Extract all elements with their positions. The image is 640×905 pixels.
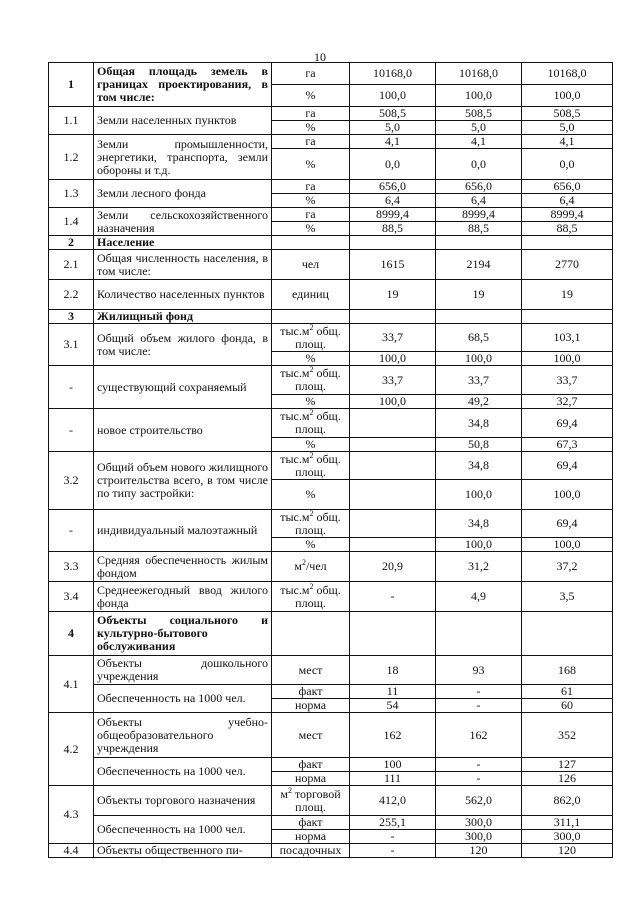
value-cell: 2194 [436, 250, 522, 280]
value-cell: 18 [350, 656, 436, 685]
value-cell [350, 510, 436, 538]
unit-cell: % [272, 149, 350, 180]
value-cell: 68,5 [436, 324, 522, 352]
row-number: 2 [49, 236, 94, 250]
unit-cell: % [272, 85, 350, 107]
row-number: 4.2 [49, 713, 94, 786]
unit-cell: га [272, 208, 350, 222]
unit-cell: чел [272, 250, 350, 280]
value-cell [522, 236, 613, 250]
table-row [49, 366, 613, 395]
value-cell [436, 310, 522, 324]
unit-cell: мест [272, 656, 350, 685]
value-cell: 19 [350, 280, 436, 310]
table-row [49, 107, 613, 121]
value-cell: 19 [436, 280, 522, 310]
row-description: Объекты дошкольного учреждения [94, 656, 272, 685]
value-cell: - [436, 699, 522, 713]
value-cell: 508,5 [522, 107, 613, 121]
unit-cell: факт [272, 758, 350, 772]
value-cell [522, 310, 613, 324]
value-cell: 100,0 [436, 538, 522, 552]
value-cell: 54 [350, 699, 436, 713]
unit-cell: % [272, 194, 350, 208]
row-description: Среднеежегодный ввод жилого фонда [94, 582, 272, 612]
unit-cell: $тыс.м^2$ общ. площ. [272, 582, 350, 612]
unit-cell: $тыс.м^2$ общ. площ. [272, 452, 350, 480]
row-description: Земли населенных пунктов [94, 107, 272, 135]
row-number: 1.2 [49, 135, 94, 180]
value-cell: - [350, 844, 436, 858]
value-cell: - [436, 772, 522, 786]
value-cell: 300,0 [436, 816, 522, 830]
row-description: Объекты общественного пи- [94, 844, 272, 858]
row-description: Обеспеченность на 1000 чел. [94, 685, 272, 713]
unit-cell: % [272, 121, 350, 135]
value-cell: 862,0 [522, 786, 613, 816]
row-number: 4.3 [49, 786, 94, 844]
table-row [49, 324, 613, 352]
unit-cell: % [272, 222, 350, 236]
value-cell: 0,0 [436, 149, 522, 180]
row-description: Общий объем нового жилищного строительства всего, в том числе по типу застройки: [94, 452, 272, 510]
unit-cell: га [272, 63, 350, 85]
table-row [49, 135, 613, 149]
value-cell: 656,0 [436, 180, 522, 194]
unit-cell: $тыс.м^2$ общ. площ. [272, 366, 350, 395]
value-cell: 656,0 [522, 180, 613, 194]
value-cell: 69,4 [522, 409, 613, 438]
row-description: Общая площадь земель в границах проектирования, в том числе: [94, 63, 272, 107]
value-cell: 127 [522, 758, 613, 772]
value-cell: 412,0 [350, 786, 436, 816]
unit-cell: мест [272, 713, 350, 758]
value-cell: 6,4 [436, 194, 522, 208]
value-cell: 168 [522, 656, 613, 685]
value-cell: 0,0 [522, 149, 613, 180]
value-cell: 49,2 [436, 395, 522, 409]
value-cell: 5,0 [436, 121, 522, 135]
value-cell: 100,0 [522, 538, 613, 552]
table-row [49, 510, 613, 538]
value-cell: 32,7 [522, 395, 613, 409]
page-number: 10 [314, 50, 326, 64]
unit-cell: норма [272, 830, 350, 844]
value-cell: 100,0 [522, 480, 613, 510]
row-description: существующий сохраняемый [94, 366, 272, 409]
row-number: 3 [49, 310, 94, 324]
row-number: 3.4 [49, 582, 94, 612]
value-cell: 5,0 [350, 121, 436, 135]
value-cell: 120 [436, 844, 522, 858]
unit-cell: $тыс.м^2$ общ. площ. [272, 409, 350, 438]
value-cell: 100,0 [436, 85, 522, 107]
value-cell [522, 612, 613, 656]
value-cell: 656,0 [350, 180, 436, 194]
value-cell: 103,1 [522, 324, 613, 352]
row-number: 1.3 [49, 180, 94, 208]
value-cell: 300,0 [522, 830, 613, 844]
row-number: 3.2 [49, 452, 94, 510]
unit-cell: $тыс.м^2$ общ. площ. [272, 324, 350, 352]
table-row [49, 180, 613, 194]
value-cell [350, 612, 436, 656]
value-cell: 88,5 [436, 222, 522, 236]
value-cell: 69,4 [522, 510, 613, 538]
value-cell: 126 [522, 772, 613, 786]
value-cell: 34,8 [436, 510, 522, 538]
value-cell [350, 538, 436, 552]
value-cell [436, 236, 522, 250]
value-cell: 508,5 [350, 107, 436, 121]
table-row [49, 758, 613, 772]
value-cell: - [436, 685, 522, 699]
row-number: - [49, 409, 94, 452]
value-cell: 100,0 [350, 352, 436, 366]
value-cell: 5,0 [522, 121, 613, 135]
value-cell: 8999,4 [350, 208, 436, 222]
row-number: 3.3 [49, 552, 94, 582]
table-row [49, 816, 613, 830]
unit-cell [272, 310, 350, 324]
table-row [49, 612, 613, 656]
table-row [49, 63, 613, 85]
value-cell: 50,8 [436, 438, 522, 452]
value-cell: 508,5 [436, 107, 522, 121]
value-cell: 10168,0 [522, 63, 613, 85]
value-cell: 120 [522, 844, 613, 858]
row-description: новое строительство [94, 409, 272, 452]
unit-cell: посадочных [272, 844, 350, 858]
table-row [49, 713, 613, 758]
value-cell: 11 [350, 685, 436, 699]
value-cell: 352 [522, 713, 613, 758]
value-cell: 100,0 [350, 85, 436, 107]
value-cell: 61 [522, 685, 613, 699]
table-row [49, 236, 613, 250]
value-cell: 162 [436, 713, 522, 758]
row-number: 3.1 [49, 324, 94, 366]
unit-cell: факт [272, 685, 350, 699]
unit-cell: $м^2$ торговой площ. [272, 786, 350, 816]
row-description: Земли лесного фонда [94, 180, 272, 208]
table-row [49, 685, 613, 699]
value-cell: 93 [436, 656, 522, 685]
value-cell: 33,7 [350, 324, 436, 352]
table-row [49, 409, 613, 438]
unit-cell: га [272, 107, 350, 121]
table-row [49, 250, 613, 280]
table-row [49, 280, 613, 310]
row-description: Общая численность населения, в том числе: [94, 250, 272, 280]
value-cell: 2770 [522, 250, 613, 280]
row-number: 4.4 [49, 844, 94, 858]
row-number: 2.1 [49, 250, 94, 280]
value-cell: 10168,0 [436, 63, 522, 85]
unit-cell [272, 612, 350, 656]
value-cell: - [350, 830, 436, 844]
value-cell: 4,9 [436, 582, 522, 612]
value-cell: 100,0 [350, 395, 436, 409]
row-number: 4.1 [49, 656, 94, 713]
value-cell: 19 [522, 280, 613, 310]
unit-cell: единиц [272, 280, 350, 310]
unit-cell: норма [272, 699, 350, 713]
value-cell: 4,1 [436, 135, 522, 149]
row-number: - [49, 510, 94, 552]
value-cell: 33,7 [436, 366, 522, 395]
value-cell: 67,3 [522, 438, 613, 452]
value-cell: 311,1 [522, 816, 613, 830]
value-cell: 69,4 [522, 452, 613, 480]
value-cell: 100,0 [522, 85, 613, 107]
value-cell [350, 438, 436, 452]
value-cell: 31,2 [436, 552, 522, 582]
value-cell: 34,8 [436, 409, 522, 438]
unit-cell: % [272, 538, 350, 552]
value-cell: 8999,4 [522, 208, 613, 222]
value-cell: 1615 [350, 250, 436, 280]
unit-cell [272, 236, 350, 250]
table-row [49, 582, 613, 612]
value-cell: 8999,4 [436, 208, 522, 222]
table-row [49, 552, 613, 582]
row-description: Обеспеченность на 1000 чел. [94, 758, 272, 786]
unit-cell: факт [272, 816, 350, 830]
row-description: Жилищный фонд [94, 310, 272, 324]
value-cell [350, 310, 436, 324]
value-cell: 6,4 [522, 194, 613, 208]
value-cell [350, 452, 436, 480]
row-number: 4 [49, 612, 94, 656]
table-row [49, 310, 613, 324]
value-cell [436, 612, 522, 656]
value-cell: 10168,0 [350, 63, 436, 85]
row-number: 2.2 [49, 280, 94, 310]
unit-cell: % [272, 395, 350, 409]
value-cell [350, 409, 436, 438]
unit-cell: $м^2$/чел [272, 552, 350, 582]
table-row [49, 208, 613, 222]
unit-cell: $тыс.м^2$ общ. площ. [272, 510, 350, 538]
value-cell: 300,0 [436, 830, 522, 844]
row-number: 1.1 [49, 107, 94, 135]
value-cell: 111 [350, 772, 436, 786]
unit-cell: % [272, 480, 350, 510]
row-description: Земли промышленности, энергетики, транспорта, земли обороны и т.д. [94, 135, 272, 180]
value-cell: 88,5 [522, 222, 613, 236]
unit-cell: % [272, 352, 350, 366]
row-number: - [49, 366, 94, 409]
value-cell [350, 480, 436, 510]
table-row [49, 452, 613, 480]
value-cell: 100,0 [436, 352, 522, 366]
row-description: Население [94, 236, 272, 250]
unit-cell: норма [272, 772, 350, 786]
row-description: Объекты учебно-общеобразовательного учреждения [94, 713, 272, 758]
unit-cell: га [272, 135, 350, 149]
row-number: 1.4 [49, 208, 94, 236]
value-cell: 60 [522, 699, 613, 713]
table-row [49, 656, 613, 685]
value-cell: 4,1 [350, 135, 436, 149]
row-description: Объекты торгового назначения [94, 786, 272, 816]
value-cell: 162 [350, 713, 436, 758]
unit-cell: % [272, 438, 350, 452]
value-cell: 0,0 [350, 149, 436, 180]
value-cell: 34,8 [436, 452, 522, 480]
value-cell: 100 [350, 758, 436, 772]
value-cell: 4,1 [522, 135, 613, 149]
row-description: Обеспеченность на 1000 чел. [94, 816, 272, 844]
row-description: Количество населенных пунктов [94, 280, 272, 310]
row-description: Объекты социального и культурно-бытового обслуживания [94, 612, 272, 656]
row-number: 1 [49, 63, 94, 107]
value-cell: 37,2 [522, 552, 613, 582]
table-row [49, 844, 613, 858]
value-cell [350, 236, 436, 250]
table-row [49, 786, 613, 816]
value-cell: 255,1 [350, 816, 436, 830]
value-cell: 33,7 [522, 366, 613, 395]
indicators-table [48, 62, 613, 858]
row-description: Общий объем жилого фонда, в том числе: [94, 324, 272, 366]
value-cell: - [350, 582, 436, 612]
value-cell: 20,9 [350, 552, 436, 582]
row-description: Средняя обеспеченность жилым фондом [94, 552, 272, 582]
row-description: индивидуальный малоэтажный [94, 510, 272, 552]
unit-cell: га [272, 180, 350, 194]
row-description: Земли сельскохозяйственного назначения [94, 208, 272, 236]
value-cell: 88,5 [350, 222, 436, 236]
value-cell: 100,0 [522, 352, 613, 366]
value-cell: 33,7 [350, 366, 436, 395]
value-cell: 562,0 [436, 786, 522, 816]
value-cell: 100,0 [436, 480, 522, 510]
value-cell: 3,5 [522, 582, 613, 612]
value-cell: 6,4 [350, 194, 436, 208]
value-cell: - [436, 758, 522, 772]
